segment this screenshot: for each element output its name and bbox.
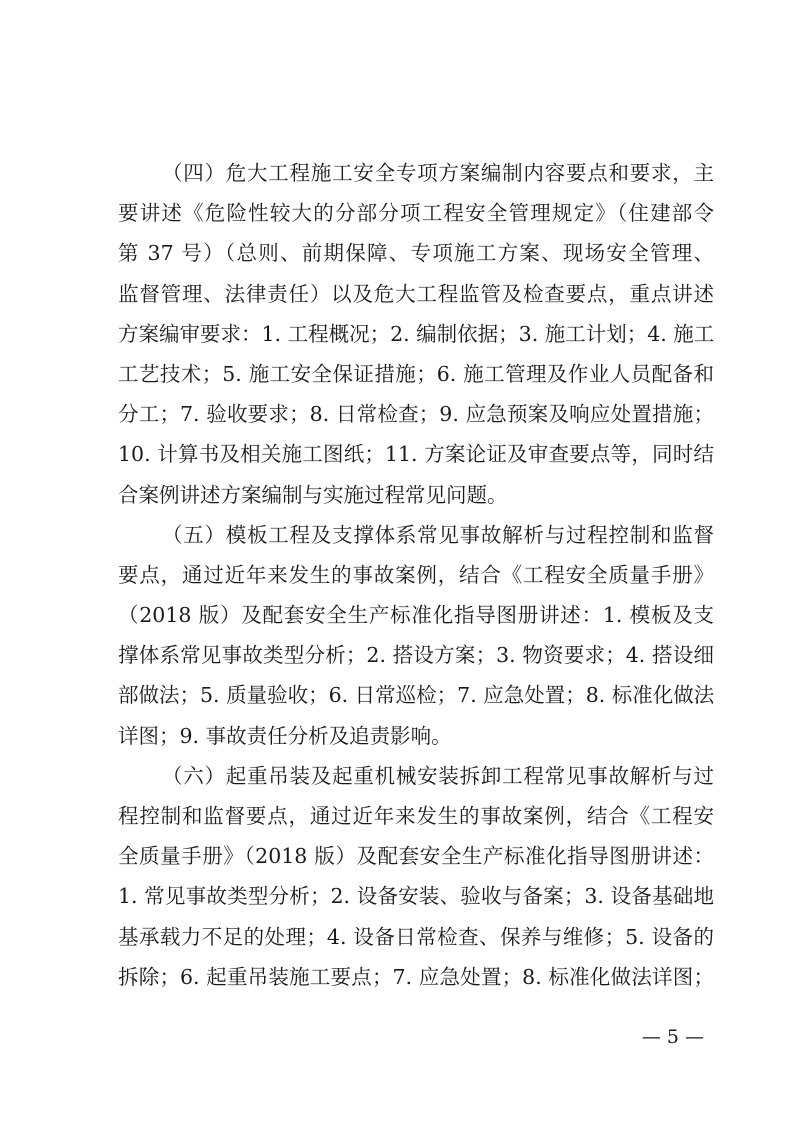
- text-line: （六）起重吊装及起重机械安装拆卸工程常见事故解析与过: [162, 763, 714, 788]
- text-line: 合案例讲述方案编制与实施过程常见问题。: [118, 482, 508, 507]
- text-line: 基承载力不足的处理；4. 设备日常检查、保养与维修；5. 设备的: [118, 924, 714, 949]
- text-line: 详图；9. 事故责任分析及追责影响。: [118, 723, 452, 748]
- text-line: 分工；7. 验收要求；8. 日常检查；9. 应急预案及响应处置措施；: [118, 402, 714, 427]
- page-number: — 5 —: [641, 1026, 704, 1048]
- text-line: 要点，通过近年来发生的事故案例，结合《工程安全质量手册》: [118, 562, 714, 587]
- text-line: 方案编审要求：1. 工程概况；2. 编制依据；3. 施工计划；4. 施工: [118, 321, 715, 346]
- text-line: 程控制和监督要点，通过近年来发生的事故案例，结合《工程安: [118, 804, 714, 828]
- text-line: 全质量手册》（2018 版）及配套安全生产标准化指导图册讲述：: [118, 844, 714, 869]
- text-line: 工艺技术；5. 施工安全保证措施；6. 施工管理及作业人员配备和: [118, 361, 714, 386]
- body-text: [118, 153, 714, 997]
- text-line: （2018 版）及配套安全生产标准化指导图册讲述：1. 模板及支: [118, 603, 714, 628]
- text-line: 部做法；5. 质量验收；6. 日常巡检；7. 应急处置；8. 标准化做法: [118, 683, 715, 708]
- text-line: 撑体系常见事故类型分析；2. 搭设方案；3. 物资要求；4. 搭设细: [118, 643, 714, 668]
- text-line: （四）危大工程施工安全专项方案编制内容要点和要求，主: [162, 161, 714, 185]
- text-line: （五）模板工程及支撑体系常见事故解析与过程控制和监督: [162, 522, 714, 547]
- text-line: 第 37 号）（总则、前期保障、专项施工方案、现场安全管理、: [118, 241, 714, 266]
- text-line: 1. 常见事故类型分析；2. 设备安装、验收与备案；3. 设备基础地: [118, 884, 714, 909]
- text-line: 10. 计算书及相关施工图纸；11. 方案论证及审查要点等，同时结: [118, 442, 714, 467]
- text-line: 拆除；6. 起重吊装施工要点；7. 应急处置；8. 标准化做法详图；: [118, 964, 714, 989]
- text-line: 监督管理、法律责任）以及危大工程监管及检查要点，重点讲述: [118, 281, 714, 306]
- text-line: 要讲述《危险性较大的分部分项工程安全管理规定》（住建部令: [118, 201, 714, 226]
